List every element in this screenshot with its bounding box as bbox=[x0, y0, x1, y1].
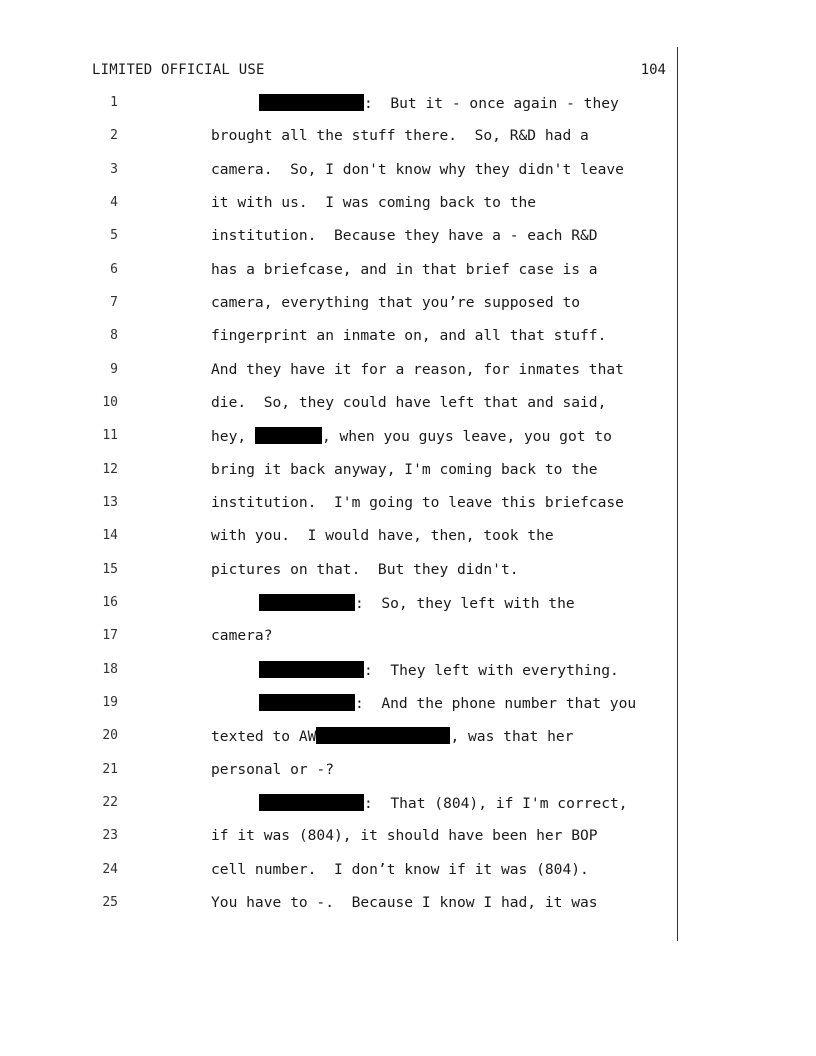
line-text: And they have it for a reason, for inmates that bbox=[211, 361, 624, 378]
line-text-post: , when you guys leave, you got to bbox=[321, 428, 612, 445]
line-number: 22 bbox=[102, 795, 118, 810]
line-text: You have to -. Because I know I had, it was bbox=[211, 894, 598, 911]
line-number: 14 bbox=[102, 528, 118, 543]
line-number: 3 bbox=[110, 162, 118, 177]
line-text-post: : And the phone number that you bbox=[355, 695, 637, 712]
line-text: institution. I'm going to leave this briefcase bbox=[211, 494, 624, 511]
line-text-pre: hey, bbox=[211, 428, 255, 445]
transcript-line bbox=[0, 293, 816, 315]
line-text: cell number. I don’t know if it was (804). bbox=[211, 861, 589, 878]
line-text: it with us. I was coming back to the bbox=[211, 194, 537, 211]
line-number: 5 bbox=[110, 228, 118, 243]
transcript-line bbox=[0, 860, 816, 882]
line-number: 20 bbox=[102, 728, 118, 743]
line-number: 4 bbox=[110, 195, 118, 210]
transcript-line bbox=[0, 326, 816, 348]
line-number: 11 bbox=[102, 428, 118, 443]
line-text: has a briefcase, and in that brief case is a bbox=[211, 261, 598, 278]
line-text bbox=[211, 727, 573, 745]
line-text bbox=[259, 594, 575, 612]
line-text-post: : That (804), if I'm correct, bbox=[364, 795, 628, 812]
line-number: 16 bbox=[102, 595, 118, 610]
transcript-line bbox=[0, 93, 816, 115]
line-number: 13 bbox=[102, 495, 118, 510]
header-classification: LIMITED OFFICIAL USE bbox=[92, 62, 265, 78]
transcript-line bbox=[0, 260, 816, 282]
line-number: 8 bbox=[110, 328, 118, 343]
transcript-line bbox=[0, 826, 816, 848]
line-text: camera? bbox=[211, 627, 273, 644]
transcript-line bbox=[0, 360, 816, 382]
line-number: 9 bbox=[110, 362, 118, 377]
line-number: 6 bbox=[110, 262, 118, 277]
transcript-line bbox=[0, 726, 816, 748]
transcript-line bbox=[0, 626, 816, 648]
transcript-line bbox=[0, 460, 816, 482]
line-number: 17 bbox=[102, 628, 118, 643]
line-text-post: , was that her bbox=[450, 728, 574, 745]
transcript-line bbox=[0, 793, 816, 815]
transcript-line bbox=[0, 760, 816, 782]
redaction-box bbox=[259, 94, 364, 111]
transcript-line bbox=[0, 560, 816, 582]
line-text: die. So, they could have left that and said, bbox=[211, 394, 607, 411]
line-text-pre: texted to AW bbox=[211, 728, 317, 745]
line-number: 21 bbox=[102, 762, 118, 777]
line-text: pictures on that. But they didn't. bbox=[211, 561, 519, 578]
line-number: 10 bbox=[102, 395, 118, 410]
transcript-line bbox=[0, 893, 816, 915]
transcript-line bbox=[0, 526, 816, 548]
line-number: 2 bbox=[110, 128, 118, 143]
transcript-line bbox=[0, 660, 816, 682]
transcript-line bbox=[0, 393, 816, 415]
line-text: bring it back anyway, I'm coming back to the bbox=[211, 461, 598, 478]
transcript-line bbox=[0, 426, 816, 448]
line-text: institution. Because they have a - each R&D bbox=[211, 227, 598, 244]
line-text: camera. So, I don't know why they didn't leave bbox=[211, 161, 624, 178]
line-number: 18 bbox=[102, 662, 118, 677]
line-text: personal or -? bbox=[211, 761, 335, 778]
transcript-line bbox=[0, 126, 816, 148]
line-text-post: : So, they left with the bbox=[355, 595, 575, 612]
page-number: 104 bbox=[640, 62, 666, 78]
line-number: 12 bbox=[102, 462, 118, 477]
line-number: 7 bbox=[110, 295, 118, 310]
transcript-line bbox=[0, 593, 816, 615]
line-text: camera, everything that you’re supposed to bbox=[211, 294, 581, 311]
transcript-line bbox=[0, 693, 816, 715]
line-text-post: : But it - once again - they bbox=[364, 95, 619, 112]
line-text bbox=[259, 694, 636, 712]
line-text: with you. I would have, then, took the bbox=[211, 527, 554, 544]
redaction-box bbox=[255, 427, 322, 444]
redaction-box bbox=[259, 794, 364, 811]
line-number: 24 bbox=[102, 862, 118, 877]
line-text bbox=[259, 794, 628, 812]
transcript-line bbox=[0, 193, 816, 215]
line-number: 19 bbox=[102, 695, 118, 710]
transcript-line bbox=[0, 160, 816, 182]
line-text: if it was (804), it should have been her BOP bbox=[211, 827, 598, 844]
line-number: 25 bbox=[102, 895, 118, 910]
transcript-line bbox=[0, 493, 816, 515]
line-text bbox=[259, 94, 619, 112]
redaction-box bbox=[259, 694, 355, 711]
line-number: 15 bbox=[102, 562, 118, 577]
redaction-box bbox=[259, 661, 364, 678]
line-number: 23 bbox=[102, 828, 118, 843]
line-text: brought all the stuff there. So, R&D had a bbox=[211, 127, 589, 144]
line-number: 1 bbox=[110, 95, 118, 110]
line-text bbox=[259, 661, 619, 679]
line-text: fingerprint an inmate on, and all that stuff. bbox=[211, 327, 607, 344]
line-text bbox=[211, 427, 612, 445]
transcript-line bbox=[0, 226, 816, 248]
redaction-box bbox=[259, 594, 355, 611]
line-text-post: : They left with everything. bbox=[364, 662, 619, 679]
redaction-box bbox=[316, 727, 450, 744]
